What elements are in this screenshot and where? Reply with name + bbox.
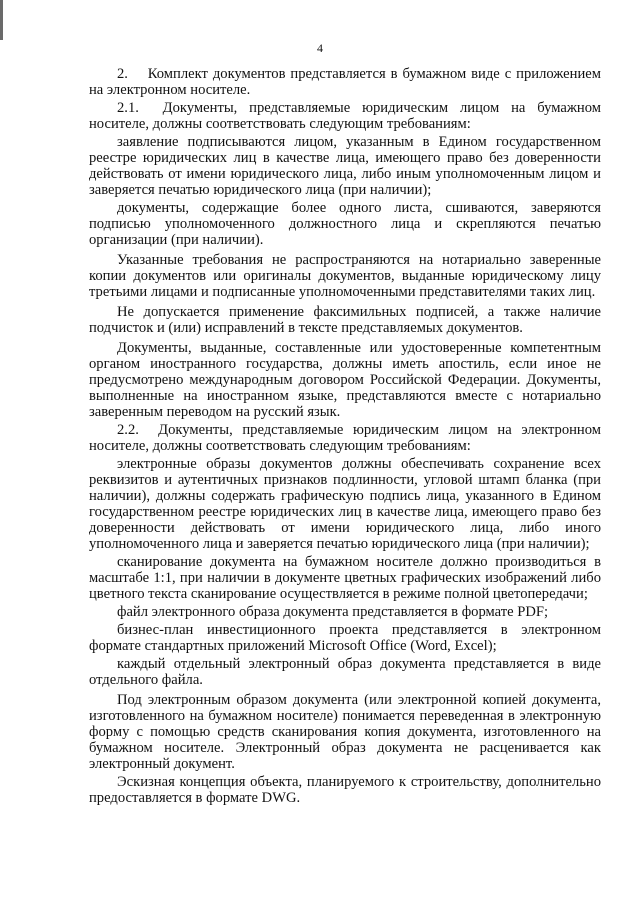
paragraph-application-signature: заявление подписываются лицом, указанным в Едином государственном реестре юридических лиц в качестве лица, имеющего право без доверенности действовать от имени юридического лица, либо иным уполномоченным лицом и заверяется печатью юридического лица (при наличии);	[89, 134, 601, 198]
scan-edge-mark	[0, 0, 3, 40]
paragraph-multipage-documents: документы, содержащие более одного листа, сшиваются, заверяются подписью уполномоченного должностного лица и скрепляются печатью организации (при наличии).	[89, 200, 601, 248]
paragraph-scanning: сканирование документа на бумажном носителе должно производиться в масштабе 1:1, при наличии в документе цветных графических изображений либо цветного текста сканирование осуществляется в режиме полной цветопередачи;	[89, 554, 601, 602]
paragraph-no-facsimile: Не допускается применение факсимильных подписей, а также наличие подчисток и (или) исправлений в тексте представляемых документов.	[89, 304, 601, 336]
paragraph-2-1: 2.1. Документы, представляемые юридическим лицом на бумажном носителе, должны соответствовать следующим требованиям:	[89, 100, 601, 132]
paragraph-business-plan: бизнес-план инвестиционного проекта представляется в электронном формате стандартных приложений Microsoft Office (Word, Excel);	[89, 622, 601, 654]
paragraph-requirements-exceptions: Указанные требования не распространяются на нотариально заверенные копии документов или оригиналы документов, выданные юридическому лицу третьими лицами и подписанные уполномоченными представителями таких лиц.	[89, 252, 601, 300]
paragraph-electronic-image-definition: Под электронным образом документа (или электронной копией документа, изготовленного на бумажном носителе) понимается переведенная в электронную форму с помощью средств сканирования копия документа, изготовленного на бумажном носителе. Электронный образ документа не расценивается как электронный документ.	[89, 692, 601, 772]
document-body	[89, 66, 601, 808]
paragraph-foreign-documents: Документы, выданные, составленные или удостоверенные компетентным органом иностранного государства, должны иметь апостиль, если иное не предусмотрено международным договором Российской Федерации. Документы, выполненные на иностранном языке, представляются вместе с нотариально заверенным переводом на русский язык.	[89, 340, 601, 420]
paragraph-separate-files: каждый отдельный электронный образ документа представляется в виде отдельного файла.	[89, 656, 601, 688]
paragraph-2-2: 2.2. Документы, представляемые юридическим лицом на электронном носителе, должны соответствовать следующим требованиям:	[89, 422, 601, 454]
paragraph-2: 2. Комплект документов представляется в бумажном виде с приложением на электронном носителе.	[89, 66, 601, 98]
paragraph-dwg-concept: Эскизная концепция объекта, планируемого к строительству, дополнительно предоставляется в формате DWG.	[89, 774, 601, 806]
page-number: 4	[317, 41, 323, 55]
paragraph-electronic-images: электронные образы документов должны обеспечивать сохранение всех реквизитов и аутентичных признаков подлинности, угловой штамп бланка (при наличии), должны содержать графическую подпись лица, указанного в Едином государственном реестре юридических лиц в качестве лица, имеющего право без доверенности действовать от имени юридического лица, либо иного уполномоченного лица и заверяется печатью юридического лица (при наличии);	[89, 456, 601, 552]
paragraph-pdf-format: файл электронного образа документа представляется в формате PDF;	[117, 604, 549, 620]
